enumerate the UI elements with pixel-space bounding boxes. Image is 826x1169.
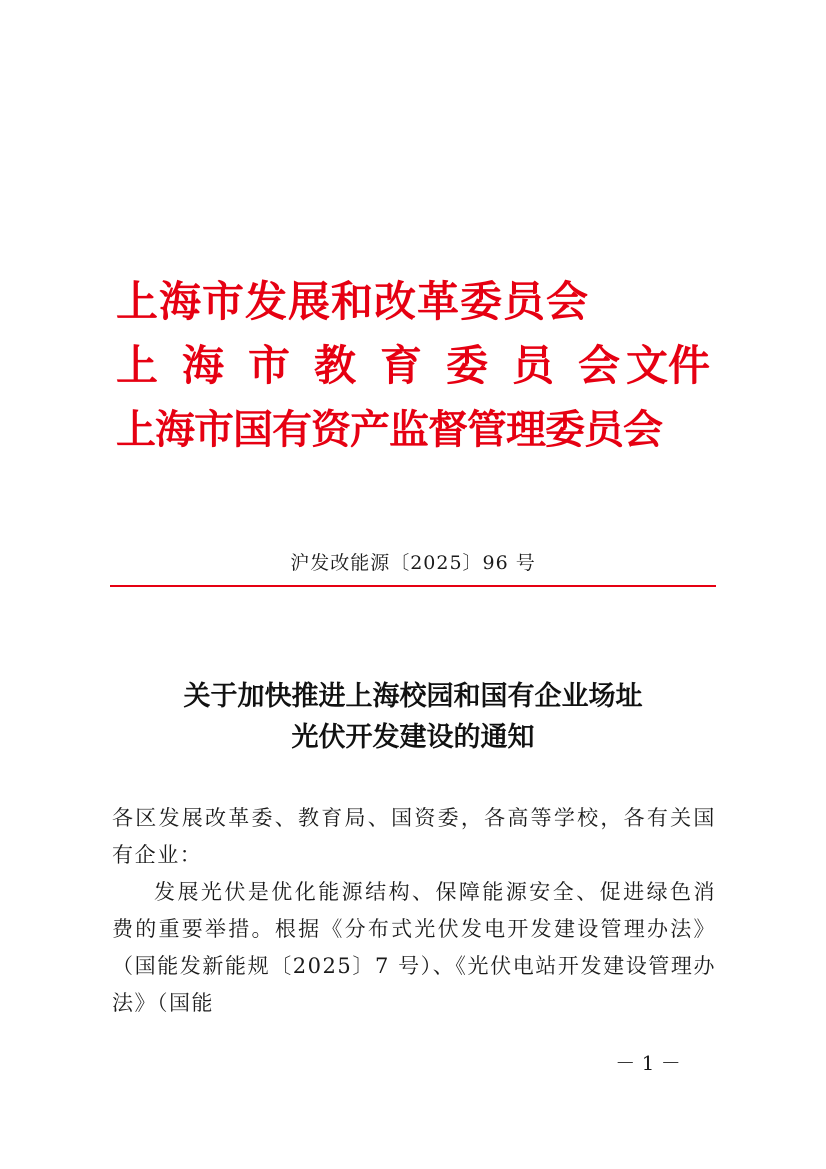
issuer-header xyxy=(116,270,716,462)
page-number: － 1 － xyxy=(615,1051,681,1075)
body-paragraph: 发展光伏是优化能源结构、保障能源安全、促进绿色消费的重要举措。根据《分布式光伏发电开发建设管理办法》（国能发新能规〔2025〕7 号）、《光伏电站开发建设管理办法》（国能 xyxy=(112,880,716,1015)
document-title xyxy=(0,676,826,758)
issuer-name-development-reform: 上海市发展和改革委员会 xyxy=(116,277,590,326)
issuer-name-education: 上海市教育委员会 xyxy=(116,341,645,390)
document-title-line-1: 关于加快推进上海校园和国有企业场址 xyxy=(183,681,643,712)
salutation: 各区发展改革委、教育局、国资委，各高等学校，各有关国有企业： xyxy=(112,806,716,867)
issuer-name-education-row xyxy=(116,334,716,398)
issuer-name-state-assets: 上海市国有资产监督管理委员会 xyxy=(116,406,662,453)
document-number: 沪发改能源〔2025〕96 号 xyxy=(290,552,536,574)
red-divider xyxy=(110,585,716,587)
document-title-line-2: 光伏开发建设的通知 xyxy=(291,722,535,753)
document-body xyxy=(112,800,716,1022)
document-word: 文件 xyxy=(626,341,711,390)
